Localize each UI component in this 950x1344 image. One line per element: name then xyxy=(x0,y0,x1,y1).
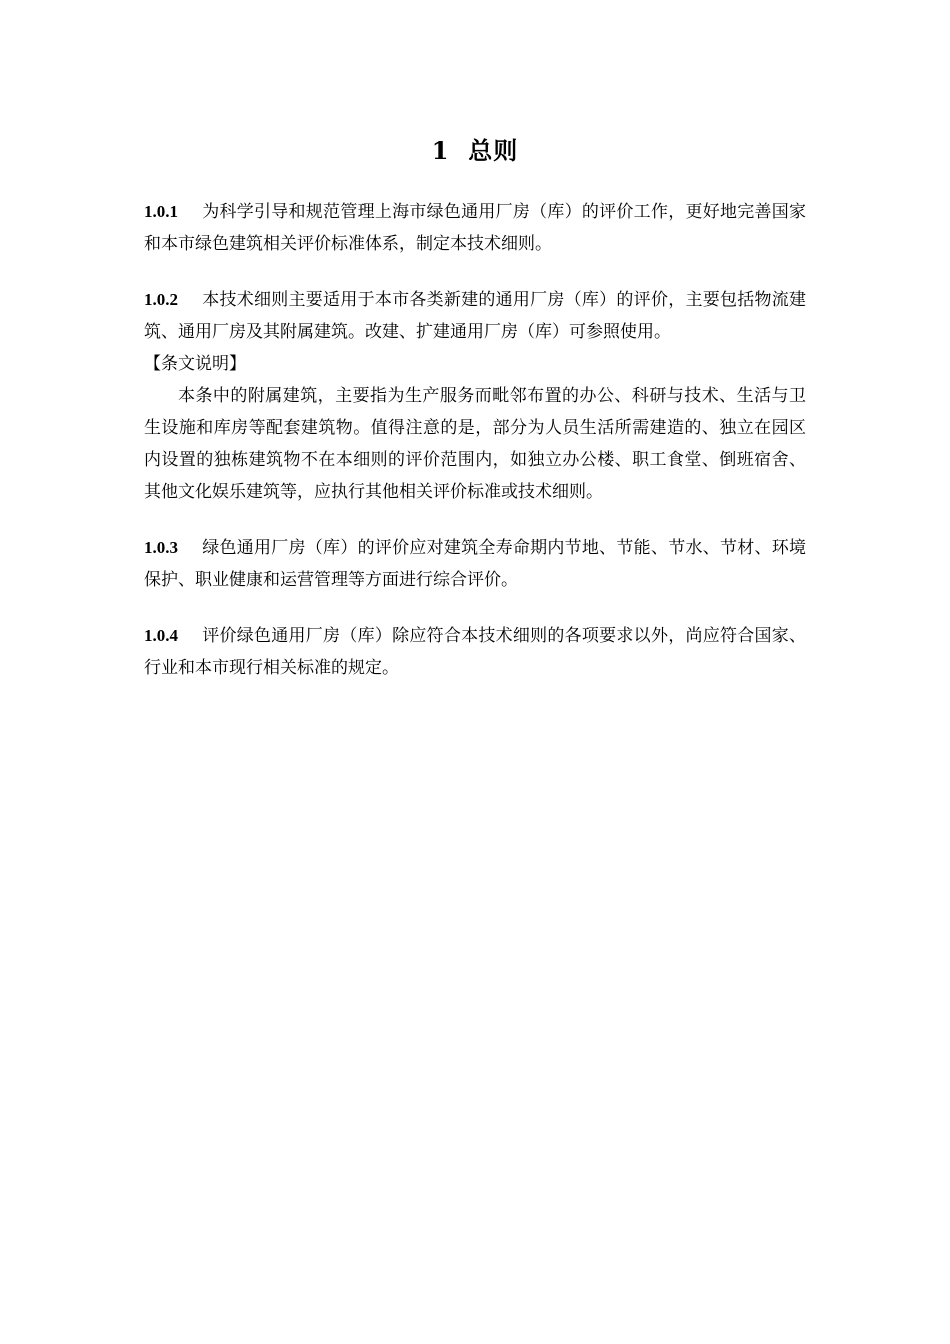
document-body xyxy=(144,196,806,708)
chapter-title-text: 总则 xyxy=(468,136,519,165)
clause-number: 1.0.3 xyxy=(144,538,178,557)
clause-1-0-3 xyxy=(144,532,806,596)
clause-paragraph xyxy=(144,196,806,260)
clause-text: 绿色通用厂房（库）的评价应对建筑全寿命期内节地、节能、节水、节材、环境保护、职业健康和运营管理等方面进行综合评价。 xyxy=(144,538,806,590)
clause-1-0-4 xyxy=(144,620,806,684)
clause-number: 1.0.4 xyxy=(144,626,178,645)
clause-paragraph xyxy=(144,284,806,348)
clause-text: 评价绿色通用厂房（库）除应符合本技术细则的各项要求以外，尚应符合国家、行业和本市现行相关标准的规定。 xyxy=(144,626,806,678)
clause-note-heading: 【条文说明】 xyxy=(144,354,246,374)
clause-paragraph xyxy=(144,620,806,684)
chapter-number: 1 xyxy=(431,136,450,165)
clause-text: 本技术细则主要适用于本市各类新建的通用厂房（库）的评价，主要包括物流建筑、通用厂房及其附属建筑。改建、扩建通用厂房（库）可参照使用。 xyxy=(144,290,806,342)
clause-number: 1.0.2 xyxy=(144,290,178,309)
chapter-title xyxy=(0,134,950,168)
clause-1-0-2 xyxy=(144,284,806,508)
clause-number: 1.0.1 xyxy=(144,202,178,221)
clause-note-text: 本条中的附属建筑，主要指为生产服务而毗邻布置的办公、科研与技术、生活与卫生设施和库房等配套建筑物。值得注意的是，部分为人员生活所需建造的、独立在园区内设置的独栋建筑物不在本细则的评价范围内，如独立办公楼、职工食堂、倒班宿舍、其他文化娱乐建筑等，应执行其他相关评价标准或技术细则。 xyxy=(144,386,806,502)
clause-1-0-1 xyxy=(144,196,806,260)
clause-text: 为科学引导和规范管理上海市绿色通用厂房（库）的评价工作，更好地完善国家和本市绿色建筑相关评价标准体系，制定本技术细则。 xyxy=(144,202,806,254)
clause-paragraph xyxy=(144,532,806,596)
